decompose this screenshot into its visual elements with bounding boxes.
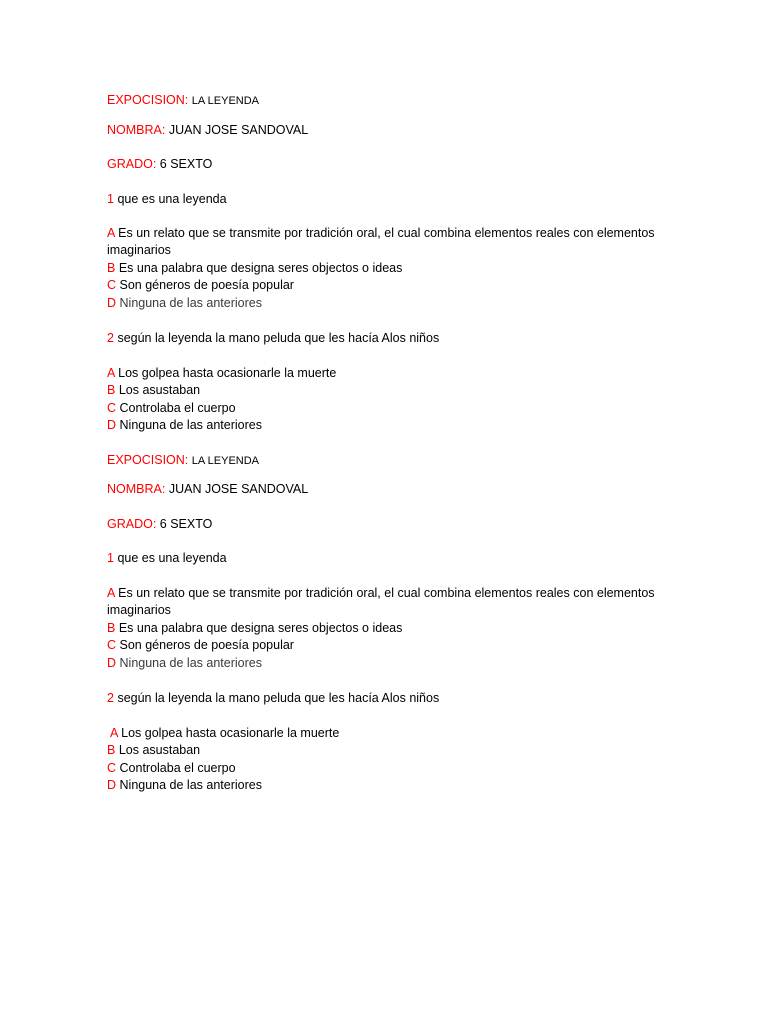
option-letter: A <box>107 366 115 380</box>
option-letter: B <box>107 743 116 758</box>
option-letter: D <box>107 295 117 310</box>
expo-line <box>107 92 707 110</box>
expo-label: EXPOCISION: <box>107 453 189 467</box>
option-d <box>107 655 707 672</box>
option-text: Ninguna de las anteriores <box>119 778 262 793</box>
question-1 <box>107 191 707 208</box>
option-c <box>107 637 707 654</box>
grado-value: 6 SEXTO <box>159 517 213 531</box>
option-a <box>107 585 707 620</box>
nombre-line <box>107 122 707 139</box>
option-a <box>107 365 707 382</box>
question-number: 1 <box>107 551 114 565</box>
nombre-label: NOMBRA: <box>107 482 166 496</box>
question-2 <box>107 330 707 347</box>
option-letter: B <box>107 620 116 635</box>
option-text: Son géneros de poesía popular <box>119 638 294 653</box>
option-text: Los asustaban <box>118 383 201 398</box>
option-letter: A <box>110 726 118 740</box>
question-number: 2 <box>107 691 114 705</box>
question-2 <box>107 690 707 707</box>
option-letter: B <box>107 383 116 398</box>
option-letter: B <box>107 260 116 275</box>
option-text: Ninguna de las anteriores <box>119 295 262 310</box>
option-text: Los golpea hasta ocasionarle la muerte <box>118 366 337 380</box>
option-c <box>107 277 707 294</box>
option-b <box>107 620 707 637</box>
grado-label: GRADO: <box>107 517 157 531</box>
question-1-options <box>107 225 707 312</box>
option-letter: C <box>107 400 117 415</box>
question-text: según la leyenda la mano peluda que les hacía Alos niños <box>117 331 440 345</box>
option-text: Ninguna de las anteriores <box>119 655 262 670</box>
question-text: según la leyenda la mano peluda que les hacía Alos niños <box>117 691 440 705</box>
question-text: que es una leyenda <box>117 551 227 565</box>
expo-line <box>107 452 707 470</box>
option-text: Los asustaban <box>118 743 201 758</box>
option-text: Ninguna de las anteriores <box>119 418 262 433</box>
option-letter: A <box>107 226 115 240</box>
option-letter: D <box>107 655 117 670</box>
grado-line <box>107 156 707 173</box>
option-letter: C <box>107 760 117 775</box>
expo-label: EXPOCISION: <box>107 93 189 107</box>
option-text: Es un relato que se transmite por tradición oral, el cual combina elementos reales con elementos imaginarios <box>107 226 655 258</box>
option-text: Es una palabra que designa seres objectos o ideas <box>118 260 403 275</box>
question-2-options <box>107 365 707 435</box>
option-b <box>107 382 707 399</box>
grado-value: 6 SEXTO <box>159 157 213 171</box>
grado-label: GRADO: <box>107 157 157 171</box>
nombre-label: NOMBRA: <box>107 123 166 137</box>
option-c <box>107 760 707 777</box>
nombre-value: JUAN JOSE SANDOVAL <box>168 123 309 137</box>
question-number: 2 <box>107 331 114 345</box>
question-1-options <box>107 585 707 672</box>
question-2-options <box>107 725 707 795</box>
option-c <box>107 400 707 417</box>
option-text: Es un relato que se transmite por tradición oral, el cual combina elementos reales con elementos imaginarios <box>107 586 655 618</box>
option-letter: C <box>107 278 117 293</box>
question-text: que es una leyenda <box>117 192 227 206</box>
option-a <box>107 225 707 260</box>
option-d <box>107 417 707 434</box>
option-text: Controlaba el cuerpo <box>119 400 236 415</box>
nombre-line <box>107 481 707 498</box>
option-a <box>107 725 707 742</box>
option-letter: D <box>107 418 117 433</box>
nombre-value: JUAN JOSE SANDOVAL <box>168 482 309 496</box>
question-1 <box>107 550 707 567</box>
option-letter: D <box>107 778 117 793</box>
option-b <box>107 742 707 759</box>
option-b <box>107 260 707 277</box>
option-text: Los golpea hasta ocasionarle la muerte <box>121 726 340 740</box>
option-text: Son géneros de poesía popular <box>119 278 294 293</box>
option-letter: A <box>107 586 115 600</box>
expo-value: LA LEYENDA <box>191 455 260 467</box>
question-number: 1 <box>107 192 114 206</box>
option-text: Es una palabra que designa seres objectos o ideas <box>118 620 403 635</box>
grado-line <box>107 516 707 533</box>
expo-value: LA LEYENDA <box>191 95 260 107</box>
option-letter: C <box>107 638 117 653</box>
option-text: Controlaba el cuerpo <box>119 760 236 775</box>
option-d <box>107 295 707 312</box>
option-d <box>107 777 707 794</box>
